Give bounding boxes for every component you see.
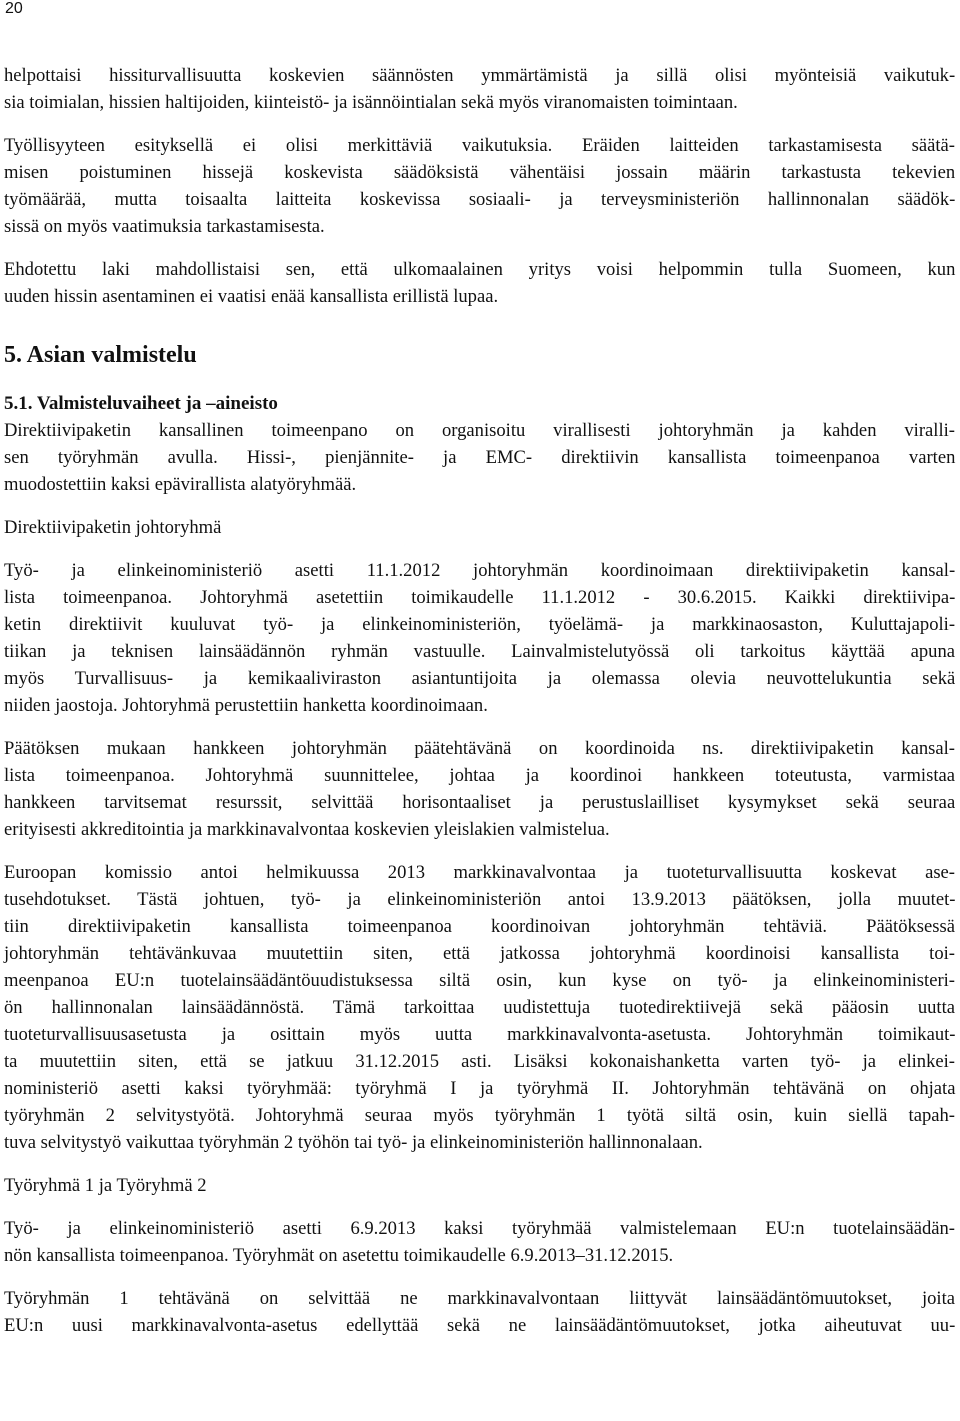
paragraph <box>4 1215 955 1269</box>
text-line: Ehdotettu laki mahdollistaisi sen, että ulkomaalainen yritys voisi helpommin tulla Suomeen, kun <box>4 259 956 280</box>
text-line: johtoryhmän tehtävänkuvaa muutettiin siten, että jatkossa johtoryhmä koordinoisi kansallista toi- <box>4 943 955 964</box>
text-line: Työllisyyteen esityksellä ei olisi merkittäviä vaikutuksia. Eräiden laitteiden tarkastamisesta säätä- <box>4 135 955 156</box>
text-line: tiin direktiivipaketin kansallista toimeenpanoa koordinoivan johtoryhmän tehtäviä. Päätöksessä <box>4 916 955 937</box>
text-line: tusehdotukset. Tästä johtuen, työ- ja elinkeinoministeriön antoi 13.9.2013 päätöksen, jolla muutet- <box>4 889 956 910</box>
paragraph <box>4 735 955 843</box>
text-line: lista toimeenpanoa. Johtoryhmä asetettiin toimikaudelle 11.1.2012 - 30.6.2015. Kaikki direktiivipa- <box>4 587 956 608</box>
text-line: työryhmän 2 selvitystyötä. Johtoryhmä seuraa myös työryhmän 1 työtä siltä osin, kuin siellä tapah- <box>4 1105 955 1126</box>
text-line: ön hallinnonalan lainsäädännöstä. Tämä tarkoittaa uudistettuja tuotedirektiivejä sekä pääosin uutta <box>4 997 955 1018</box>
text-line: tiikan ja teknisen lainsäädännön ryhmän vastuulle. Lainvalmistelutyössä oli tarkoitus käyttää apuna <box>4 641 955 662</box>
text-line: helpottaisi hissiturvallisuutta koskevien säännösten ymmärtämistä ja sillä olisi myönteisiä vaikutuk- <box>4 65 956 86</box>
text-line: Päätöksen mukaan hankkeen johtoryhmän päätehtävänä on koordinoida ns. direktiivipaketin kansal- <box>4 738 955 759</box>
paragraph <box>4 557 955 719</box>
text-line: ta muutettiin siten, että se jatkuu 31.12.2015 asti. Lisäksi kokonaishanketta varten työ- ja elinkei- <box>4 1051 955 1072</box>
text-line: Työryhmän 1 tehtävänä on selvittää ne markkinavalvontaan liittyvät lainsäädäntömuutokset, joita <box>4 1288 955 1309</box>
paragraph <box>4 417 955 498</box>
text-line: misen poistuminen hissejä koskevista säädöksistä vähentäisi jossain määrin tarkastusta tekevien <box>4 162 956 183</box>
paragraph <box>4 62 955 116</box>
document-body <box>4 62 955 1339</box>
text-line: nön kansallista toimeenpanoa. Työryhmät on asetettu toimikaudelle 6.9.2013–31.12.2015. <box>4 1245 674 1266</box>
text-line: noministeriö asetti kaksi työryhmää: työryhmä I ja työryhmä II. Johtoryhmän tehtävänä on ohjata <box>4 1078 956 1099</box>
subheading-tyoryhmat: Työryhmä 1 ja Työryhmä 2 <box>4 1175 207 1196</box>
text-line: lista toimeenpanoa. Johtoryhmä suunnittelee, johtaa ja koordinoi hankkeen toteutusta, varmistaa <box>4 765 955 786</box>
subsection-heading: 5.1. Valmisteluvaiheet ja –aineisto <box>4 393 278 414</box>
text-line: työmäärää, mutta toisaalta laitteita koskevissa sosiaali- ja terveysministeriön hallinnonalan säädök- <box>4 189 956 210</box>
text-line: tuva selvitystyö vaikuttaa työryhmän 2 työhön tai työ- ja elinkeinoministeriön hallinnonalaan. <box>4 1132 703 1153</box>
text-line: Työ- ja elinkeinoministeriö asetti 11.1.2012 johtoryhmän koordinoimaan direktiivipaketin kansal- <box>4 560 956 581</box>
text-line: uuden hissin asentaminen ei vaatisi enää kansallista erillistä lupaa. <box>4 286 499 307</box>
paragraph <box>4 859 955 1156</box>
text-line: niiden jaostoja. Johtoryhmä perustettiin hanketta koordinoimaan. <box>4 695 488 716</box>
text-line: erityisesti akkreditointia ja markkinavalvontaa koskevien yleislakien valmistelua. <box>4 819 610 840</box>
text-line: hankkeen tarvitsemat resurssit, selvittää horisontaaliset ja perustuslailliset kysymykset sekä seuraa <box>4 792 956 813</box>
text-line: Euroopan komissio antoi helmikuussa 2013 markkinavalvontaa ja tuoteturvallisuutta koskevat ase- <box>4 862 955 883</box>
text-line: sen työryhmän avulla. Hissi-, pienjännite- ja EMC- direktiivin kansallista toimeenpanoa varten <box>4 447 956 468</box>
text-line: Työ- ja elinkeinoministeriö asetti 6.9.2013 kaksi työryhmää valmistelemaan EU:n tuotelainsäädän- <box>4 1218 955 1239</box>
subheading-johtoryhma: Direktiivipaketin johtoryhmä <box>4 517 222 538</box>
page-number: 20 <box>5 0 23 17</box>
paragraph <box>4 1285 955 1339</box>
text-line: sissä on myös vaatimuksia tarkastamisesta. <box>4 216 325 237</box>
text-line: ketin direktiivit kuuluvat työ- ja elinkeinoministeriön, työelämä- ja markkinaosaston, Kuluttajapoli- <box>4 614 956 635</box>
section-heading: 5. Asian valmistelu <box>4 342 197 368</box>
text-line: muodostettiin kaksi epävirallista alatyöryhmää. <box>4 474 357 495</box>
paragraph <box>4 256 955 310</box>
paragraph <box>4 132 955 240</box>
text-line: EU:n uusi markkinavalvonta-asetus edellyttää sekä ne lainsäädäntömuutokset, jotka aiheutuvat uu- <box>4 1315 956 1336</box>
text-line: myös Turvallisuus- ja kemikaaliviraston asiantuntijoita ja olemassa olevia neuvottelukuntia sekä <box>4 668 956 689</box>
text-line: meenpanoa EU:n tuotelainsäädäntöuudistuksessa siltä osin, kun kyse on työ- ja elinkeinoministeri- <box>4 970 955 991</box>
text-line: sia toimialan, hissien haltijoiden, kiinteistö- ja isännöintialan sekä myös viranomaisten toimintaan. <box>4 92 738 113</box>
text-line: tuoteturvallisuusasetusta ja osittain myös uutta markkinavalvonta-asetusta. Johtoryhmän toimikaut- <box>4 1024 956 1045</box>
text-line: Direktiivipaketin kansallinen toimeenpano on organisoitu virallisesti johtoryhmän ja kahden viralli- <box>4 420 955 441</box>
